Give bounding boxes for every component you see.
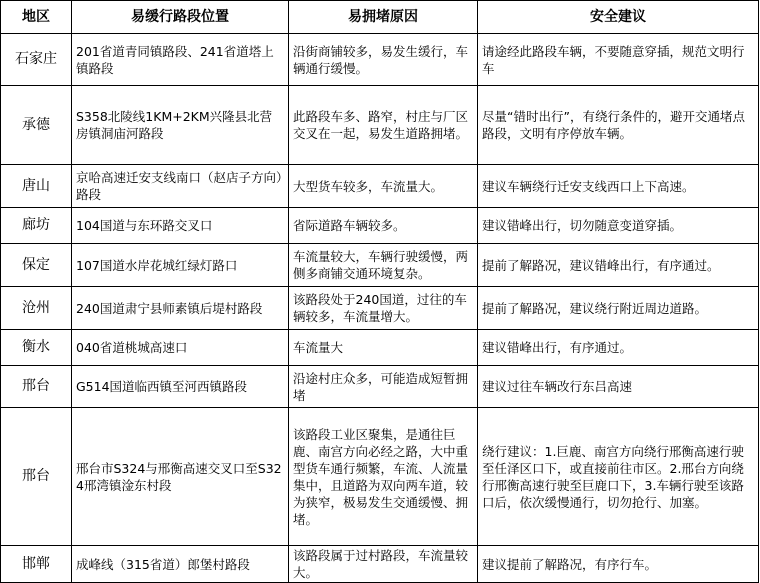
table-row <box>1 546 759 583</box>
location-cell: 104国道与东环路交叉口 <box>72 208 289 244</box>
location-cell: 成峰线（315省道）郎堡村路段 <box>72 546 289 583</box>
advice-cell: 提前了解路况，建议错峰出行，有序通过。 <box>478 244 759 287</box>
table-row <box>1 330 759 366</box>
advice-cell: 请途经此路段车辆，不要随意穿插，规范文明行车 <box>478 34 759 86</box>
header-advice: 安全建议 <box>478 1 759 34</box>
table-header-row <box>1 1 759 34</box>
location-cell: 107国道水岸花城红绿灯路口 <box>72 244 289 287</box>
table-row <box>1 34 759 86</box>
cause-cell: 该路段处于240国道，过往的车辆较多，车流量增大。 <box>289 287 478 330</box>
cause-cell: 此路段车多、路窄，村庄与厂区交叉在一起，易发生道路拥堵。 <box>289 86 478 165</box>
advice-cell: 建议错峰出行，有序通过。 <box>478 330 759 366</box>
cause-cell: 该路段属于过村路段，车流量较大。 <box>289 546 478 583</box>
cause-cell: 该路段工业区聚集，是通往巨鹿、南宫方向必经之路，大中重型货车通行频繁，车流、人流量集中，且道路为双向两车道，较为狭窄，极易发生交通缓慢、拥堵。 <box>289 408 478 546</box>
table-row <box>1 366 759 408</box>
location-cell: 040省道桃城高速口 <box>72 330 289 366</box>
region-cell: 邢台 <box>1 408 72 546</box>
table-row <box>1 287 759 330</box>
cause-cell: 车流量较大，车辆行驶缓慢，两侧多商铺交通环境复杂。 <box>289 244 478 287</box>
table-row <box>1 244 759 287</box>
location-cell: 邢台市S324与邢衡高速交叉口至S324邢湾镇淦东村段 <box>72 408 289 546</box>
advice-cell: 建议提前了解路况，有序行车。 <box>478 546 759 583</box>
advice-cell: 建议车辆绕行迁安支线西口上下高速。 <box>478 165 759 208</box>
region-cell: 保定 <box>1 244 72 287</box>
location-cell: 京哈高速迁安支线南口（赵店子方向）路段 <box>72 165 289 208</box>
region-cell: 邯郸 <box>1 546 72 583</box>
table-row <box>1 86 759 165</box>
cause-cell: 大型货车较多，车流量大。 <box>289 165 478 208</box>
cause-cell: 省际道路车辆较多。 <box>289 208 478 244</box>
region-cell: 唐山 <box>1 165 72 208</box>
header-cause: 易拥堵原因 <box>289 1 478 34</box>
header-region: 地区 <box>1 1 72 34</box>
advice-cell: 提前了解路况，建议绕行附近周边道路。 <box>478 287 759 330</box>
region-cell: 沧州 <box>1 287 72 330</box>
cause-cell: 沿街商铺较多，易发生缓行，车辆通行缓慢。 <box>289 34 478 86</box>
location-cell: 201省道青同镇路段、241省道塔上镇路段 <box>72 34 289 86</box>
location-cell: S358北陵线1KM+2KM兴隆县北营房镇洞庙河路段 <box>72 86 289 165</box>
region-cell: 廊坊 <box>1 208 72 244</box>
region-cell: 衡水 <box>1 330 72 366</box>
region-cell: 石家庄 <box>1 34 72 86</box>
advice-cell: 建议错峰出行，切勿随意变道穿插。 <box>478 208 759 244</box>
table-row <box>1 408 759 546</box>
location-cell: G514国道临西镇至河西镇路段 <box>72 366 289 408</box>
location-cell: 240国道肃宁县师素镇后堤村路段 <box>72 287 289 330</box>
cause-cell: 车流量大 <box>289 330 478 366</box>
table-row <box>1 208 759 244</box>
advice-cell: 建议过往车辆改行东吕高速 <box>478 366 759 408</box>
advice-cell: 尽量“错时出行”，有绕行条件的，避开交通堵点路段，文明有序停放车辆。 <box>478 86 759 165</box>
region-cell: 邢台 <box>1 366 72 408</box>
advice-cell: 绕行建议：1.巨鹿、南宫方向绕行邢衡高速行驶至任泽区口下，或直接前往市区。2.邢台方向绕行邢衡高速行驶至巨鹿口下，3.车辆行驶至该路口后，依次缓慢通行，切勿抢行、加塞。 <box>478 408 759 546</box>
table-row <box>1 165 759 208</box>
region-cell: 承德 <box>1 86 72 165</box>
cause-cell: 沿途村庄众多，可能造成短暂拥堵 <box>289 366 478 408</box>
header-location: 易缓行路段位置 <box>72 1 289 34</box>
